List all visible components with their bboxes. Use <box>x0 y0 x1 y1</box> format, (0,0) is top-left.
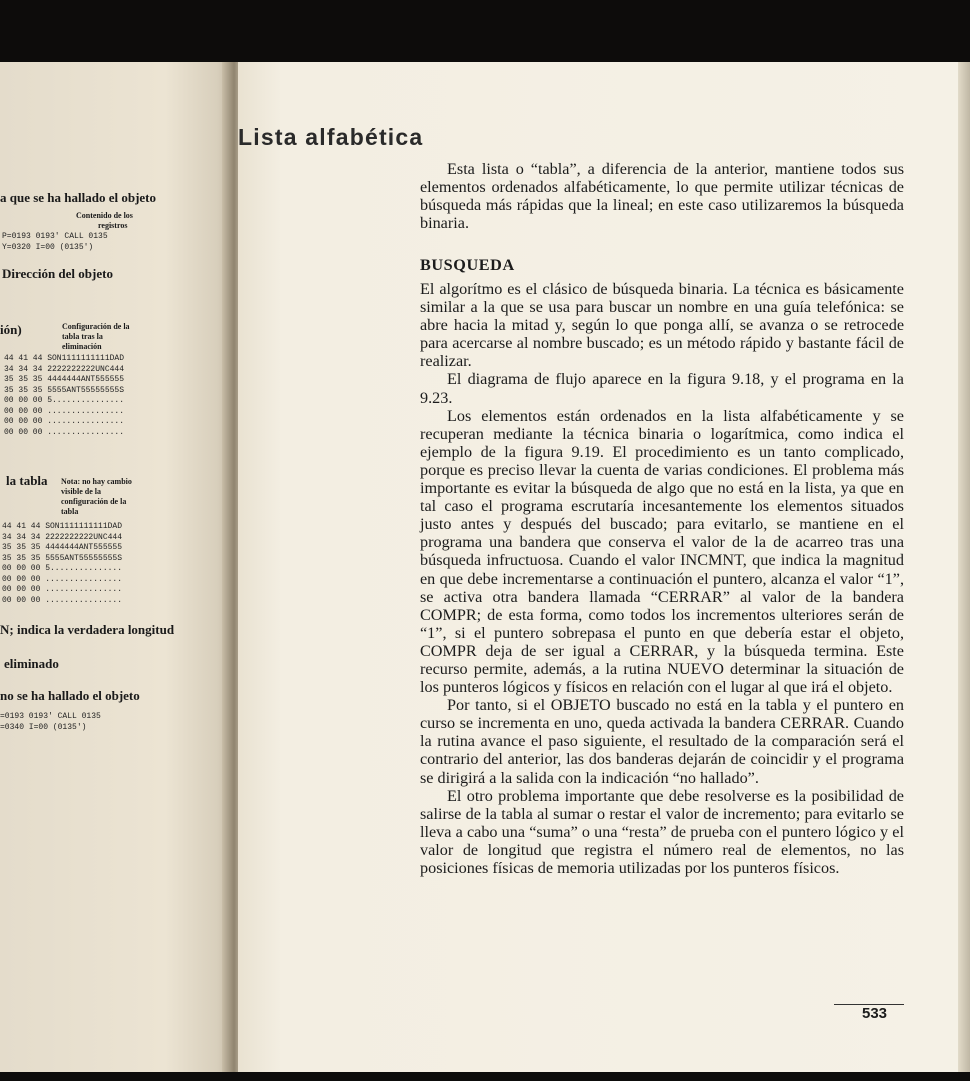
paragraph: Por tanto, si el OBJETO buscado no está en la tabla y el puntero en curso se incrementa en uno, queda activada la bandera CERRAR. Cuando la rutina avance el paso siguiente, el resultado de la comparación será el contrario del anterior, las dos banderas dejarán de coincidir y el programa se dirigirá a la salida con la indicación “no hallado”. <box>420 696 904 787</box>
paragraph: El otro problema importante que debe resolverse es la posibilidad de salirse de la tabla al sumar o restar el valor de incremento; para evitarlo se lleva a cabo una “suma” o una “resta” de prueba con el puntero lógico y el valor de longitud que registra el número real de elementos, no las posiciones físicas de memoria utilizadas por los punteros físicos. <box>420 786 904 877</box>
left-register-dump: P=0193 0193' CALL 0135 Y=0320 I=00 (0135') <box>2 232 108 252</box>
left-note-registers: Contenido de los registros <box>76 211 133 230</box>
left-heading-removed: eliminado <box>4 656 59 671</box>
left-heading-found: a que se ha hallado el objeto <box>0 190 157 205</box>
left-register-dump-2: =0193 0193' CALL 0135 =0340 I=00 (0135') <box>0 712 101 732</box>
left-heading-partial: ión) <box>0 322 22 337</box>
page-edge <box>958 62 970 1072</box>
left-heading-address: Dirección del objeto <box>2 266 113 281</box>
left-heading-notfound: no se ha hallado el objeto <box>0 688 140 703</box>
page-number: 533 <box>862 1005 888 1022</box>
left-note-nochange: Nota: no hay cambio visible de la configuración de la tabla <box>61 477 132 516</box>
page-title: Lista alfabética <box>238 124 424 150</box>
body-column <box>420 280 904 877</box>
paragraph: Esta lista o “tabla”, a diferencia de la anterior, mantiene todos sus elementos ordenados alfabéticamente, lo que permite utilizar técnicas de búsqueda más rápidas que la lineal; en este caso utilizaremos la búsqueda binaria. <box>420 160 904 233</box>
intro-paragraph <box>420 160 904 232</box>
paragraph: Los elementos están ordenados en la lista alfabéticamente y se recuperan mediante la técnica binaria o logarítmica, como indica el ejemplo de la figura 9.19. El procedimiento es un tanto complicado, porque es preciso llevar la cuenta de varias condiciones. El problema más importante es evitar la búsqueda de algo que no está en la lista, ya que en tal caso el programa escrutaría incesantemente los elementos situados justo antes y después del buscado; para evitarlo, se mantiene en el programa una bandera que conserva el valor de la de acarreo tras una búsqueda infructuosa. Cuando el valor INCMNT, que indica la magnitud en que debe incrementarse a continuación el puntero, alcanza el valor “1”, se activa otra bandera llamada “CERRAR” al valor de la bandera COMPR; de esta forma, como todos los incrementos ulteriores serán de “1”, si el puntero sobrepasa el punto en que debería estar el objeto, COMPR deja de ser igual a CERRAR, y la búsqueda termina. Este recurso permite, además, a la rutina NUEVO determinar la situación de los punteros lógicos y físicos en relación con el lugar al que irá el objeto. <box>420 406 904 697</box>
left-memory-dump-2: 44 41 44 SON1111111111DAD 34 34 34 2222222222UNC444 35 35 35 4444444ANT555555 35 35 35 5555ANT55555555S 00 00 00 5............... 00 00 00 ................ 00 00 00 ................ 00 00 00 ................ <box>2 522 123 605</box>
left-heading-length: N; indica la verdadera longitud <box>0 622 175 637</box>
section-heading: BUSQUEDA <box>420 256 515 274</box>
left-note-config: Configuración de la tabla tras la eliminación <box>62 322 130 351</box>
left-memory-dump-1: 44 41 44 SON1111111111DAD 34 34 34 2222222222UNC444 35 35 35 4444444ANT555555 35 35 35 5555ANT55555555S 00 00 00 5............... 00 00 00 ................ 00 00 00 ................ 00 00 00 ................ <box>4 354 125 437</box>
paragraph: El algorítmo es el clásico de búsqueda binaria. La técnica es básicamente similar a la que se usa para buscar un nombre en una guía telefónica: se abre hacia la mitad y, según lo que ponga allí, se avanza o se retrocede para acercarse al nombre buscado; es un método rápido y bastante fácil de realizar. <box>420 280 904 371</box>
left-heading-table: la tabla <box>6 473 48 488</box>
paragraph: El diagrama de flujo aparece en la figura 9.18, y el programa en la 9.23. <box>420 370 904 407</box>
